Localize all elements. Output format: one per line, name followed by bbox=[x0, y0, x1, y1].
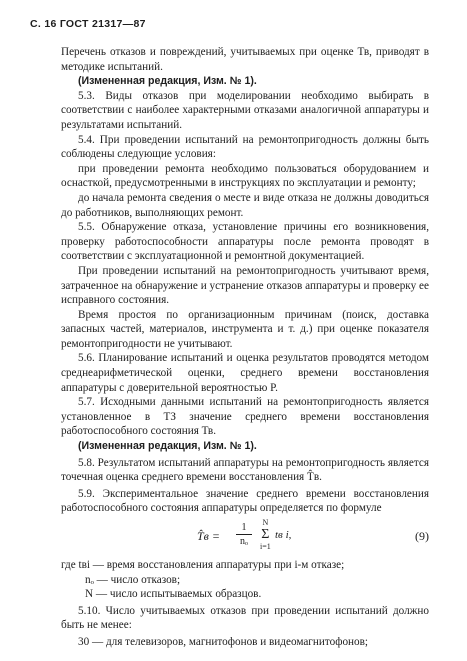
paragraph-5-4-condition-1: при проведении ремонта необходимо пользоваться оборудованием и оснасткой, предусмотренными в инструкциях по эксплуатации и ремонту; bbox=[61, 162, 429, 190]
formula-numerator: 1 bbox=[241, 522, 247, 533]
paragraph-defects-list: Перечень отказов и повреждений, учитываемых при оценке Тв, приводят в методике испытаний. bbox=[61, 46, 429, 73]
page-header: С. 16 ГОСТ 21317—87 bbox=[30, 18, 146, 30]
definition-row: где tвi — время восстановления аппаратуры при i-м отказе; bbox=[61, 559, 345, 571]
definition-row: N — число испытываемых образцов. bbox=[85, 588, 262, 601]
document-body bbox=[61, 45, 429, 650]
formula-term: tв i, bbox=[275, 529, 292, 541]
paragraph-failure-count: 30 — для телевизоров, магнитофонов и видеомагнитофонов; bbox=[78, 635, 369, 648]
paragraph-5-7: 5.7. Исходными данными испытаний на ремонтопригодность является установленное в ТЗ значение среднего времени восстановления работоспособного состояния Тв. bbox=[61, 396, 429, 438]
paragraph-repair-time: При проведении испытаний на ремонтопригодность учитывают время, затраченное на обнаружение и устранение отказов аппаратуры и проверку ее исправного состояния. bbox=[61, 264, 429, 307]
paragraph-5-4: 5.4. При проведении испытаний на ремонтопригодность должны быть соблюдены следующие условия: bbox=[61, 133, 429, 161]
paragraph-5-9: 5.9. Экспериментальное значение среднего времени восстановления работоспособного состояния аппаратуры определяется по формуле bbox=[61, 487, 429, 515]
paragraph-5-6: 5.6. Планирование испытаний и оценка результатов проводятся методом среднеарифметической оценки, среднего времени восстановления аппаратуры с доверительной вероятностью P. bbox=[61, 352, 429, 394]
formula-denominator: nₒ bbox=[240, 536, 248, 547]
sum-sign: Σ bbox=[261, 527, 270, 542]
definition-row: nₒ — число отказов; bbox=[85, 573, 181, 586]
sum-upper-limit: N bbox=[262, 518, 269, 527]
amendment-note: (Измененная редакция, Изм. № 1). bbox=[78, 75, 257, 88]
paragraph-5-8: 5.8. Результатом испытаний аппаратуры на ремонтопригодность является точечная оценка среднего времени восстановления T̂в. bbox=[61, 456, 429, 484]
formula-9 bbox=[61, 520, 429, 554]
paragraph-5-3: 5.3. Виды отказов при моделировании необходимо выбирать в соответствии с наиболее характерными отказами аналогичной аппаратуры и результатами испытаний. bbox=[61, 89, 429, 131]
paragraph-5-10: 5.10. Число учитываемых отказов при проведении испытаний должно быть не менее: bbox=[61, 604, 429, 632]
formula-sum bbox=[260, 518, 271, 552]
paragraph-idle-time: Время простоя по организационным причинам (поиск, доставка запасных частей, материалов, инструмента и т. д.) при оценке показателя ремонтопригодности не учитывают. bbox=[61, 308, 429, 350]
formula-lhs: T̂в = bbox=[197, 529, 220, 543]
amendment-note-2: (Измененная редакция, Изм. № 1). bbox=[78, 440, 257, 453]
sum-lower-limit: i=1 bbox=[260, 542, 271, 551]
formula-fraction bbox=[236, 522, 252, 547]
paragraph-5-4-condition-2: до начала ремонта сведения о месте и виде отказа не должны доводиться до работников, выполняющих ремонт. bbox=[61, 191, 429, 219]
formula-definitions bbox=[61, 558, 429, 602]
equation-number: (9) bbox=[415, 529, 429, 543]
paragraph-5-5: 5.5. Обнаружение отказа, установление причины его возникновения, проверку работоспособности аппаратуры после ремонта проводят в соответствии с эксплуатационной и ремонтной документацией. bbox=[61, 221, 429, 263]
